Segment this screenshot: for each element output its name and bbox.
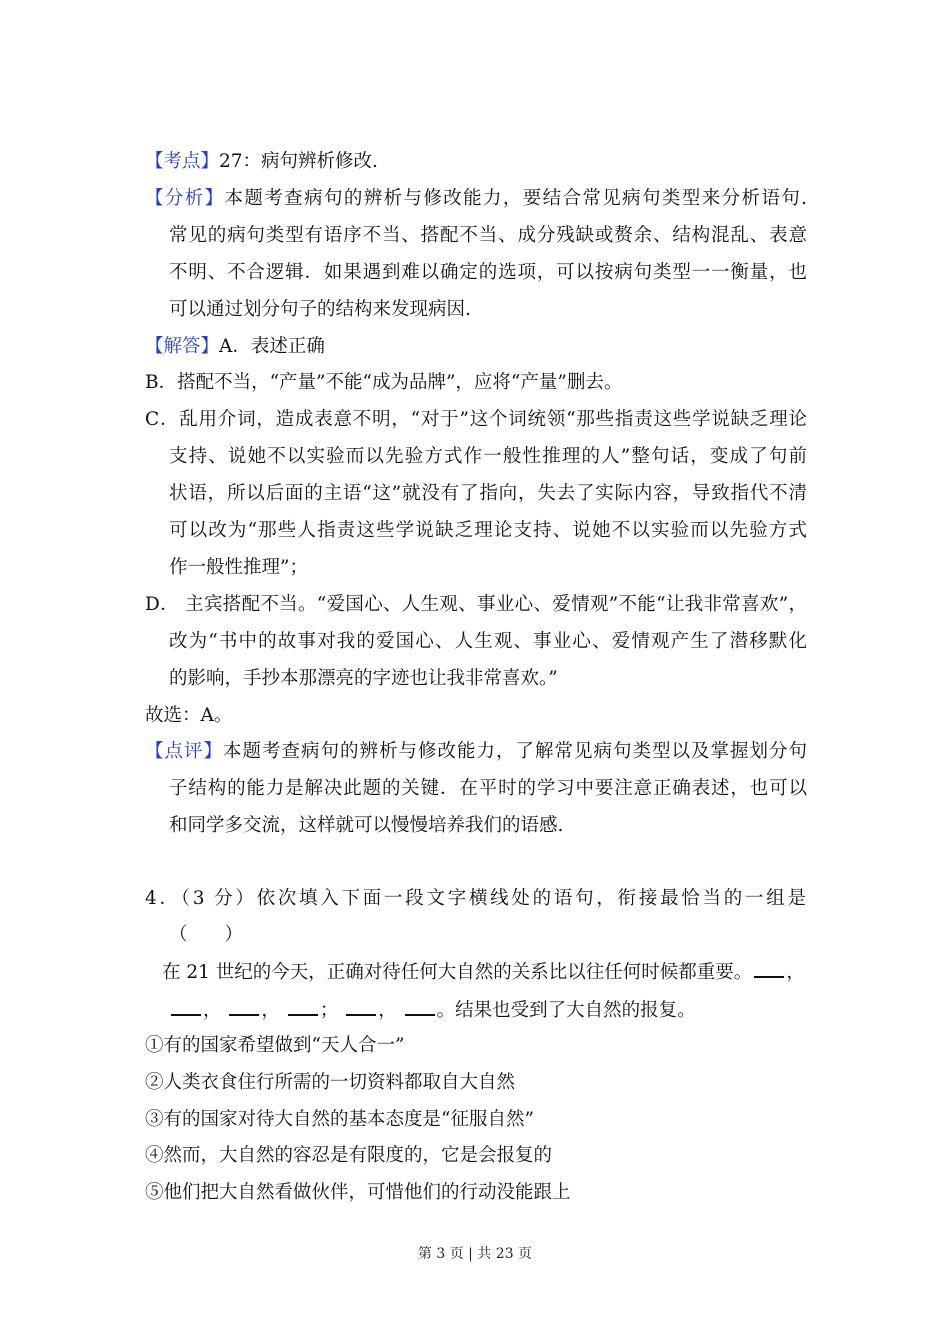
fenxi-text: 本题考查病句的辨析与修改能力，要结合常见病句类型来分析语句.	[224, 188, 807, 209]
option-5: ⑤他们把大自然看做伙伴，可惜他们的行动没能跟上	[145, 1182, 571, 1203]
option-4: ④然而，大自然的容忍是有限度的，它是会报复的	[145, 1145, 553, 1166]
dianping-text: 本题考查病句的辨析与修改能力，了解常见病句类型以及掌握划分句	[223, 741, 807, 762]
option-c-line-5: 作一般性推理”；	[169, 557, 308, 578]
option-b: B．搭配不当，“产量”不能“成为品牌”，应将“产量”删去。	[145, 372, 623, 393]
kaodian-tag: 【考点】	[145, 151, 220, 172]
blank-1[interactable]	[754, 958, 784, 978]
question4-answer-paren: （ ）	[169, 924, 244, 945]
question4-stem: 4．（3 分）依次填入下面一段文字横线处的语句，衔接最恰当的一组是	[145, 888, 807, 909]
jieda-line	[145, 334, 807, 360]
fenxi-tag: 【分析】	[145, 188, 225, 209]
blank-5[interactable]	[346, 996, 376, 1016]
option-3: ③有的国家对待大自然的基本态度是“征服自然”	[145, 1109, 534, 1130]
kaodian-line	[145, 149, 807, 175]
sep: ，	[203, 1000, 222, 1021]
sep: ，	[378, 1000, 397, 1021]
jieda-text: A．表述正确	[219, 336, 325, 357]
option-c-line-2: 支持、说她不以实验而以先验方式作一般性推理的人”整句话，变成了句前	[169, 446, 807, 467]
blank-2[interactable]	[171, 996, 201, 1016]
dianping-line-1	[145, 739, 807, 765]
blank-6[interactable]	[405, 996, 435, 1016]
sep: ，	[261, 1000, 280, 1021]
passage-text: 在 21 世纪的今天，正确对待任何大自然的关系比以往任何时候都重要。	[162, 962, 753, 983]
option-c-line-4: 可以改为“那些人指责这些学说缺乏理论支持、说她不以实验而以先验方式	[169, 520, 807, 541]
question4-passage-line-2	[169, 996, 807, 1022]
option-c-line-1: C．乱用介词，造成表意不明，“对于”这个词统领“那些指责这些学说缺乏理论	[145, 409, 807, 430]
sep: ，	[786, 962, 805, 983]
fenxi-line-2: 常见的病句类型有语序不当、搭配不当、成分残缺或赘余、结构混乱、表意	[169, 225, 807, 246]
sep: ；	[319, 1000, 339, 1021]
option-d-line-1: D． 主宾搭配不当。“爱国心、人生观、事业心、爱情观”不能“让我非常喜欢”，	[145, 594, 807, 615]
answer-line: 故选：A。	[145, 705, 233, 726]
dianping-line-2: 子结构的能力是解决此题的关键．在平时的学习中要注意正确表述，也可以	[169, 778, 807, 799]
fenxi-line-3: 不明、不合逻辑．如果遇到难以确定的选项，可以按病句类型一一衡量，也	[169, 262, 807, 283]
passage-end: 。结果也受到了大自然的报复。	[436, 1000, 696, 1021]
kaodian-text: 27：病句辨析修改.	[219, 151, 378, 172]
dianping-line-3: 和同学多交流，这样就可以慢慢培养我们的语感.	[169, 815, 564, 836]
dianping-tag: 【点评】	[145, 741, 223, 762]
fenxi-line-1	[145, 186, 807, 212]
blank-4[interactable]	[288, 996, 318, 1016]
option-1: ①有的国家希望做到“天人合一”	[145, 1035, 405, 1056]
question4-passage-line-1	[162, 958, 812, 984]
option-d-line-3: 的影响，手抄本那漂亮的字迹也让我非常喜欢。”	[169, 668, 558, 689]
blank-3[interactable]	[229, 996, 259, 1016]
option-2: ②人类衣食住行所需的一切资料都取自大自然	[145, 1072, 516, 1093]
option-d-line-2: 改为“书中的故事对我的爱国心、人生观、事业心、爱情观产生了潜移默化	[169, 631, 807, 652]
fenxi-line-4: 可以通过划分句子的结构来发现病因.	[169, 299, 471, 320]
option-c-line-3: 状语，所以后面的主语“这”就没有了指向，失去了实际内容，导致指代不清	[169, 483, 807, 504]
jieda-tag: 【解答】	[145, 336, 220, 357]
page-footer: 第 3 页 | 共 23 页	[417, 1246, 533, 1262]
